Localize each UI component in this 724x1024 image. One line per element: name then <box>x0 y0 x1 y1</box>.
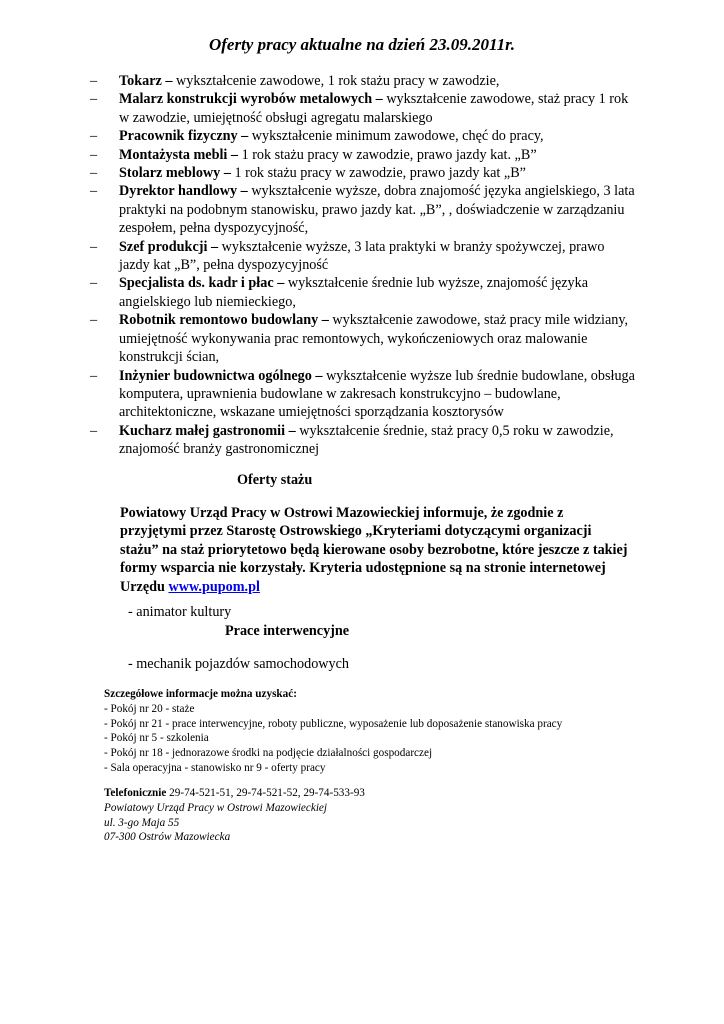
dash-bullet: – <box>90 165 98 182</box>
info-room-item: - Pokój nr 18 - jednorazowe środki na podjęcie działalności gospodarczej <box>104 747 433 760</box>
list-item <box>90 182 635 237</box>
dash-bullet: – <box>90 146 98 163</box>
job-title: Dyrektor handlowy – <box>119 183 248 200</box>
job-title: Szef produkcji – <box>119 238 219 255</box>
job-title: Stolarz meblowy – <box>119 165 231 182</box>
dash-bullet: – <box>90 367 98 384</box>
internship-notice <box>120 504 628 596</box>
info-heading: Szczegółowe informacje można uzyskać: <box>104 688 297 700</box>
job-title: Malarz konstrukcji wyrobów metalowych – <box>119 91 383 108</box>
dash-bullet: – <box>90 91 98 108</box>
job-requirements: wykształcenie wyższe lub średnie budowlane, obsługa komputera, uprawnienia budowlane w zakresach konstrukcyjno – budowlane, architektoniczne, wskazane umiejętności sporządzania kosztorysów <box>119 367 635 421</box>
job-requirements: wykształcenie zawodowe, staż pracy 1 rok w zawodzie, umiejętność obsługi agregatu malarskiego <box>119 91 629 126</box>
phone-line <box>104 786 365 801</box>
job-requirements: wykształcenie minimum zawodowe, chęć do pracy, <box>248 128 544 145</box>
contact-section <box>104 786 365 845</box>
list-item <box>90 90 635 127</box>
job-title: Specjalista ds. kadr i płac – <box>119 275 285 292</box>
job-title: Inżynier budownictwa ogólnego – <box>119 367 323 384</box>
job-title: Kucharz małej gastronomii – <box>119 422 296 439</box>
page-title: Oferty pracy aktualne na dzień 23.09.2011r. <box>208 35 515 54</box>
list-item <box>90 146 635 164</box>
dash-bullet: – <box>90 238 98 255</box>
list-item <box>90 422 635 459</box>
notice-text: Powiatowy Urząd Pracy w Ostrowi Mazowieckiej informuje, że zgodnie z przyjętymi przez Starostę Ostrowskiego „Kryteriami dotyczącymi organizacji stażu” na staż priorytetowo będą kierowane osoby bezrobotne, które jeszcze z takiej formy wsparcia nie korzystały. Kryteria udostępnione są na stronie internetowej Urzędu <box>120 505 628 595</box>
intervention-heading: Prace interwencyjne <box>225 623 350 639</box>
job-requirements: wykształcenie wyższe, dobra znajomość języka angielskiego, 3 lata praktyki na podobnym stanowisku, prawo jazdy kat. „B”, , doświadczenie w zarządzaniu zespołem, pełna dyspozycyjność, <box>119 183 635 237</box>
job-requirements: wykształcenie zawodowe, 1 rok stażu pracy w zawodzie, <box>172 73 500 89</box>
list-item <box>90 72 635 90</box>
office-name: Powiatowy Urząd Pracy w Ostrowi Mazowieckiej <box>104 801 328 814</box>
pupom-link[interactable]: www.pupom.pl <box>168 578 260 595</box>
phone-label: Telefonicznie <box>104 787 167 799</box>
dash-bullet: – <box>90 73 98 89</box>
job-title: Robotnik remontowo budowlany – <box>119 312 329 329</box>
list-item <box>90 274 635 311</box>
job-requirements: wykształcenie wyższe, 3 lata praktyki w branży spożywczej, prawo jazdy kat „B”, pełna dyspozycyjność <box>119 238 605 274</box>
list-item <box>90 238 635 275</box>
info-room-item: - Pokój nr 21 - prace interwencyjne, roboty publiczne, wyposażenie lub doposażenie stanowiska pracy <box>104 717 563 730</box>
dash-bullet: – <box>90 422 98 439</box>
internship-offer: - animator kultury <box>128 604 232 620</box>
job-requirements: wykształcenie średnie lub wyższe, znajomość języka angielskiego lub niemieckiego, <box>119 275 589 310</box>
phone-numbers: 29-74-521-51, 29-74-521-52, 29-74-533-93 <box>166 787 365 799</box>
job-requirements: wykształcenie średnie, staż pracy 0,5 roku w zawodzie, znajomość branży gastronomicznej <box>119 422 614 458</box>
office-street: ul. 3-go Maja 55 <box>104 816 180 829</box>
dash-bullet: – <box>90 312 98 329</box>
job-requirements: wykształcenie zawodowe, staż pracy mile widziany, umiejętność wykonywania prac remontowych, wykończeniowych oraz malowanie konstrukcji ścian, <box>119 312 629 366</box>
job-requirements: 1 rok stażu pracy w zawodzie, prawo jazdy kat „B” <box>230 165 526 182</box>
list-item <box>90 127 635 145</box>
info-room-item: - Sala operacyjna - stanowisko nr 9 - oferty pracy <box>104 761 326 774</box>
job-title: Montażysta mebli – <box>119 146 239 163</box>
info-room-item: - Pokój nr 20 - staże <box>104 702 195 715</box>
dash-bullet: – <box>90 183 98 200</box>
job-title: Pracownik fizyczny – <box>119 128 249 145</box>
internship-heading: Oferty stażu <box>237 472 313 488</box>
job-requirements: 1 rok stażu pracy w zawodzie, prawo jazdy kat. „B” <box>238 146 537 163</box>
info-room-item: - Pokój nr 5 - szkolenia <box>104 732 209 745</box>
list-item <box>90 367 635 422</box>
job-title: Tokarz – <box>119 73 173 89</box>
dash-bullet: – <box>90 275 98 292</box>
intervention-offer: - mechanik pojazdów samochodowych <box>128 656 350 672</box>
office-city: 07-300 Ostrów Mazowiecka <box>104 831 231 844</box>
list-item <box>90 311 635 366</box>
list-item <box>90 164 635 182</box>
job-offers-list <box>90 72 635 459</box>
dash-bullet: – <box>90 128 98 145</box>
info-section <box>104 687 562 776</box>
